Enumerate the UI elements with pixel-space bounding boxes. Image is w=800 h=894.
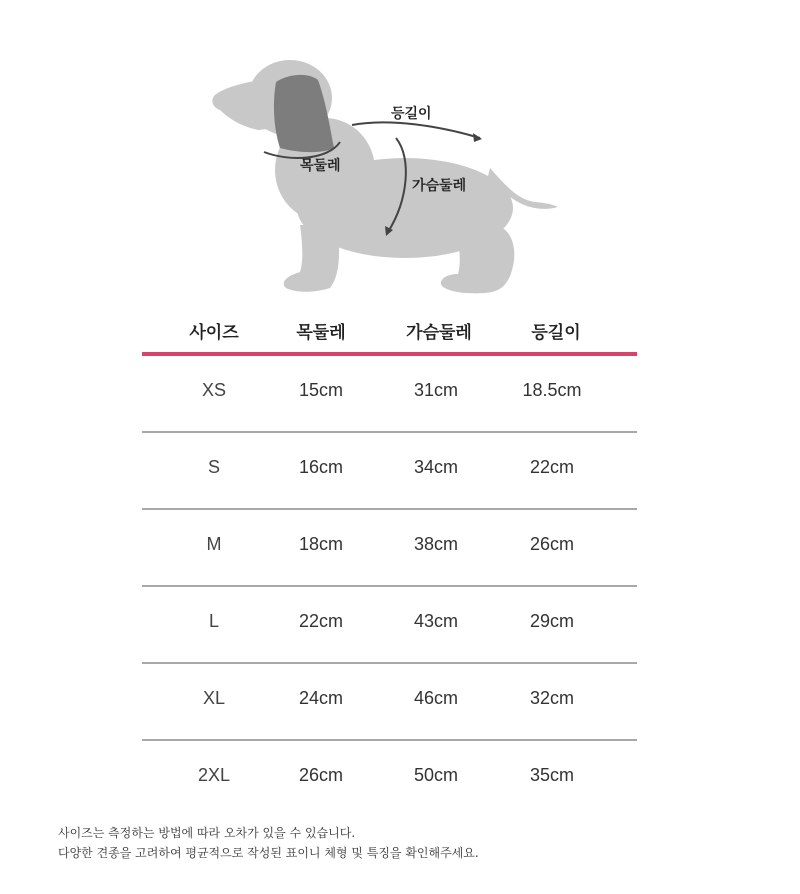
size-chart-table (142, 308, 637, 816)
size-cell: S (207, 457, 220, 477)
back-cell: 26cm (529, 534, 574, 554)
neck-cell: 18cm (298, 534, 343, 554)
note-average-chart: 다양한 견종을 고려하여 평균적으로 작성된 표이니 체형 및 특징을 확인해주세요. (58, 846, 479, 860)
header-chest-girth: 가슴둘레 (406, 323, 472, 343)
chest-cell: 34cm (413, 457, 458, 477)
neck-girth-label: 목둘레 (300, 158, 341, 174)
neck-cell: 26cm (298, 765, 343, 785)
chest-girth-label: 가슴둘레 (412, 178, 467, 194)
dog-silhouette-icon (200, 50, 570, 300)
table-row (142, 356, 637, 433)
neck-cell: 16cm (298, 457, 343, 477)
back-cell: 32cm (529, 688, 574, 708)
table-row (142, 741, 637, 816)
chest-cell: 50cm (413, 765, 458, 785)
size-cell: L (208, 611, 219, 631)
size-cell: M (206, 534, 222, 554)
table-header (142, 308, 637, 356)
table-row (142, 510, 637, 587)
header-size: 사이즈 (189, 323, 239, 343)
dog-measurement-diagram (200, 50, 570, 300)
chest-cell: 43cm (413, 611, 458, 631)
neck-cell: 15cm (298, 380, 343, 400)
neck-cell: 22cm (298, 611, 343, 631)
back-cell: 22cm (529, 457, 574, 477)
back-length-arrow (352, 122, 480, 138)
table-row (142, 587, 637, 664)
back-length-label: 등길이 (391, 106, 432, 122)
table-row (142, 664, 637, 741)
header-back-length: 등길이 (531, 323, 581, 343)
chest-cell: 46cm (413, 688, 458, 708)
back-cell: 18.5cm (522, 380, 582, 400)
size-cell: XL (202, 688, 226, 708)
size-cell: 2XL (197, 765, 231, 785)
neck-cell: 24cm (298, 688, 343, 708)
chest-cell: 38cm (413, 534, 458, 554)
chest-cell: 31cm (413, 380, 458, 400)
size-cell: XS (201, 380, 226, 400)
header-neck-girth: 목둘레 (296, 323, 346, 343)
note-measurement-error: 사이즈는 측정하는 방법에 따라 오차가 있을 수 있습니다. (58, 826, 356, 840)
back-cell: 29cm (529, 611, 574, 631)
back-cell: 35cm (529, 765, 574, 785)
table-row (142, 433, 637, 510)
